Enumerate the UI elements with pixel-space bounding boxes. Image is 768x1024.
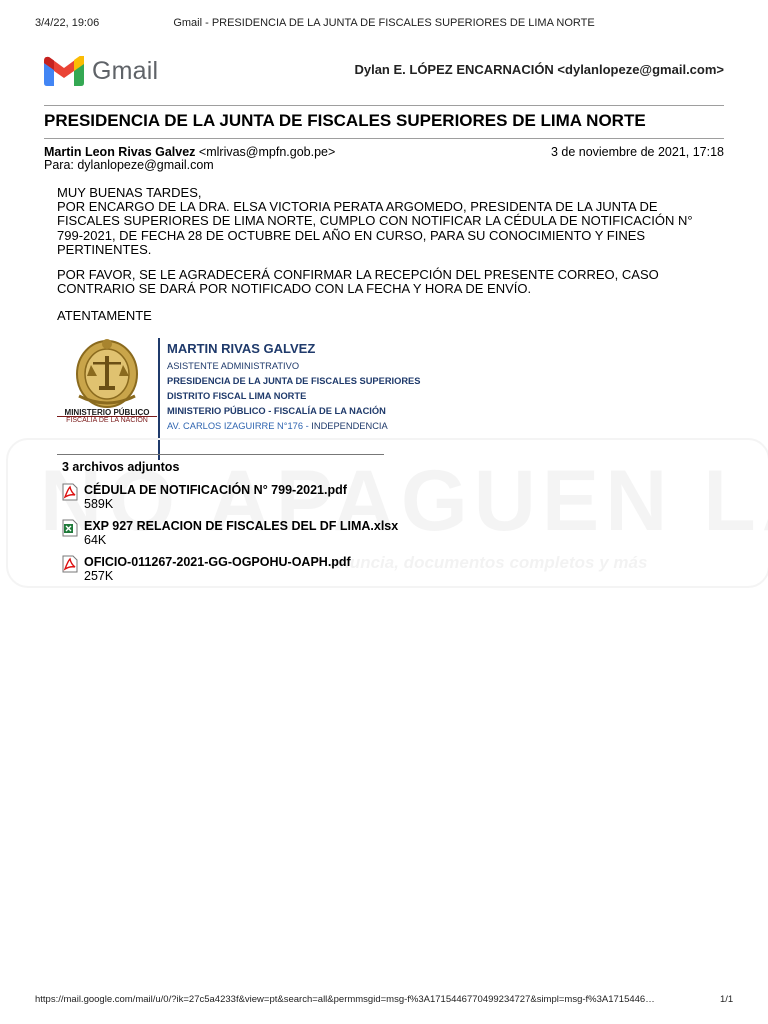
address-street: AV. CARLOS IZAGUIRRE N°176 - xyxy=(167,421,309,431)
email-body xyxy=(57,186,697,335)
signature-institution: MINISTERIO PÚBLICO - FISCALÍA DE LA NACIÓN xyxy=(167,406,386,416)
attachment-size: 64K xyxy=(84,533,107,547)
attachment-size: 589K xyxy=(84,497,114,511)
attachments-count: 3 archivos adjuntos xyxy=(62,460,180,474)
body-paragraph: POR FAVOR, SE LE AGRADECERÁ CONFIRMAR LA RECEPCIÓN DEL PRESENTE CORREO, CASO CONTRARIO SE DARÁ POR NOTIFICADO CON LA FECHA Y HORA DE ENVÍO. xyxy=(57,267,659,297)
logo-subtitle: FISCALÍA DE LA NACIÓN xyxy=(57,416,157,424)
body-paragraph: POR ENCARGO DE LA DRA. ELSA VICTORIA PERATA ARGOMEDO, PRESIDENTA DE LA JUNTA DE FISCALES SUPERIORES DE LIMA NORTE, CUMPLO CON NOTIFICAR LA CÉDULA DE NOTIFICACIÓN N° 799-2021, DE FECHA 28 DE OCTUBRE DEL AÑO EN CURSO, PARA SU CONOCIMIENTO Y FINES PERTINENTES. xyxy=(57,199,693,257)
signature-office: PRESIDENCIA DE LA JUNTA DE FISCALES SUPERIORES xyxy=(167,376,421,386)
signature-text xyxy=(167,341,420,434)
attachment-name[interactable]: OFICIO-011267-2021-GG-OGPOHU-OAPH.pdf xyxy=(84,555,351,569)
signature-role: ASISTENTE ADMINISTRATIVO xyxy=(167,361,300,371)
attachment-name[interactable]: EXP 927 RELACION DE FISCALES DEL DF LIMA.xlsx xyxy=(84,519,399,533)
excel-icon xyxy=(62,519,78,537)
pdf-icon xyxy=(62,555,78,573)
gmail-m-icon xyxy=(44,56,84,86)
print-page-number: 1/1 xyxy=(720,994,734,1005)
print-datetime: 3/4/22, 19:06 xyxy=(35,17,100,29)
attachments-divider xyxy=(57,454,384,455)
print-page-title: Gmail - PRESIDENCIA DE LA JUNTA DE FISCALES SUPERIORES DE LIMA NORTE xyxy=(173,17,595,29)
email-subject: PRESIDENCIA DE LA JUNTA DE FISCALES SUPERIORES DE LIMA NORTE xyxy=(44,111,646,130)
email-date: 3 de noviembre de 2021, 17:18 xyxy=(550,145,724,159)
subject-divider xyxy=(44,138,724,139)
sender-name: Martin Leon Rivas Galvez xyxy=(44,145,196,159)
signature-name: MARTIN RIVAS GALVEZ xyxy=(167,341,316,356)
closing: ATENTAMENTE xyxy=(57,308,152,324)
recipient: Para: dylanlopeze@gmail.com xyxy=(44,158,214,172)
signature-district: DISTRITO FISCAL LIMA NORTE xyxy=(167,391,307,401)
header-divider xyxy=(44,105,724,106)
sender-email: <mlrivas@mpfn.gob.pe> xyxy=(198,145,336,159)
sender xyxy=(44,145,335,159)
logo-title: MINISTERIO PÚBLICO xyxy=(64,408,150,417)
signature-address xyxy=(167,419,420,434)
gmail-wordmark: Gmail xyxy=(92,56,159,85)
attachment-name[interactable]: CÉDULA DE NOTIFICACIÓN N° 799-2021.pdf xyxy=(84,483,347,497)
account-info: Dylan E. LÓPEZ ENCARNACIÓN <dylanlopeze@gmail.com> xyxy=(354,62,724,77)
greeting: MUY BUENAS TARDES, xyxy=(57,185,202,200)
attachment-size: 257K xyxy=(84,569,114,583)
gmail-logo[interactable] xyxy=(44,55,158,87)
address-district: INDEPENDENCIA xyxy=(311,421,388,431)
print-footer-url: https://mail.google.com/mail/u/0/?ik=27c5a4233f&view=pt&search=all&permmsgid=msg-f%3A1715446770499234727&simpl=msg-f%3A1715446… xyxy=(35,994,655,1005)
pdf-icon xyxy=(62,483,78,501)
watermark-subtitle: anuncia, documentos completos y más xyxy=(330,553,648,572)
